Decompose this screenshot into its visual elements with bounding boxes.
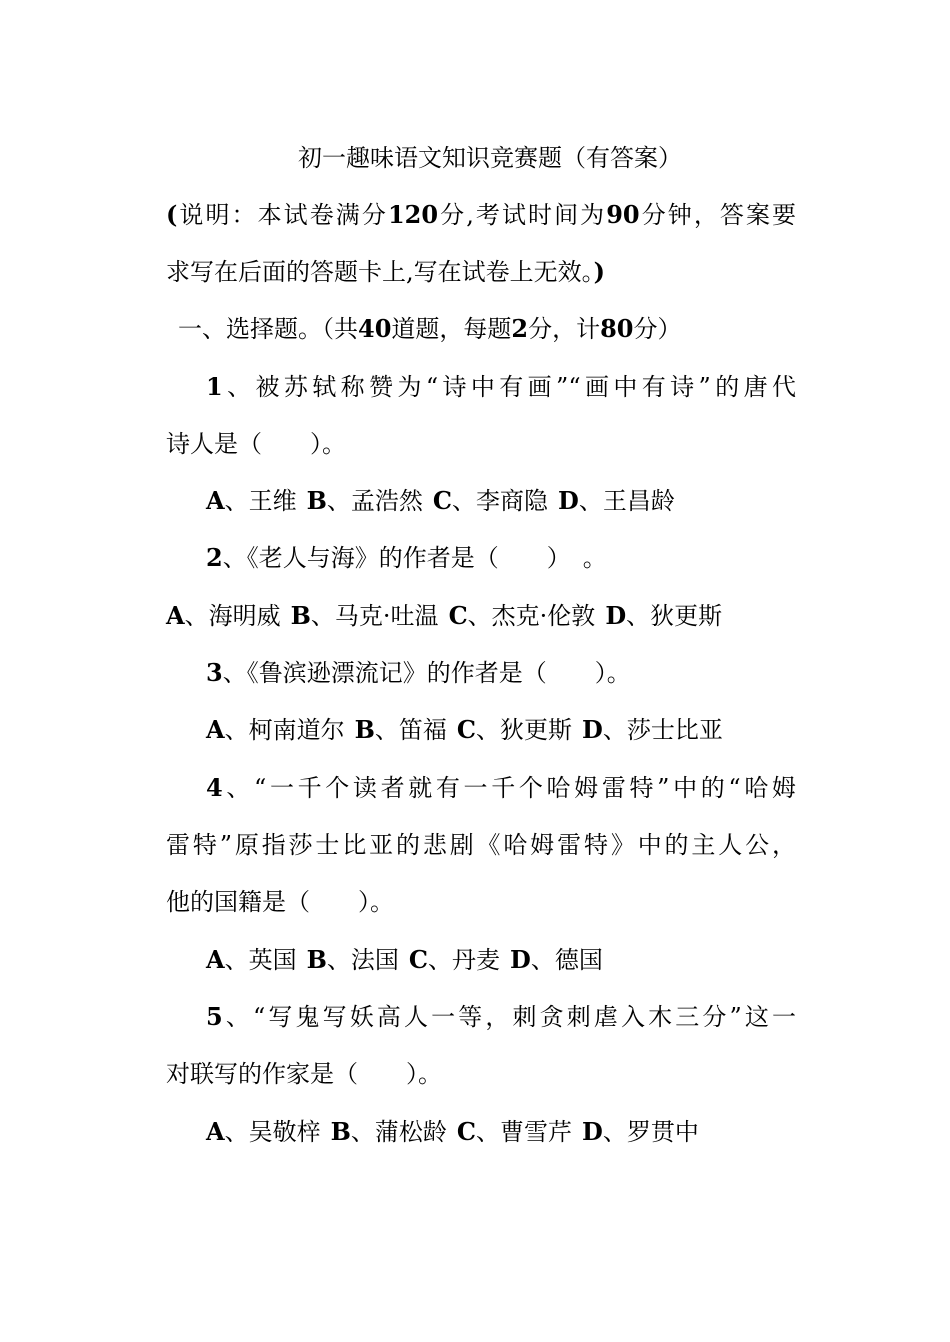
question-2-options: A、海明威 B、马克·吐温 C、杰克·伦敦 D、狄更斯 [166,601,723,630]
question-1-line-1: 1、被苏轼称赞为“诗中有画”“画中有诗”的唐代 [206,372,796,401]
question-1-options: A、王维 B、孟浩然 C、李商隐 D、王昌龄 [206,486,675,515]
instructions-line-1: (说明：本试卷满分120分,考试时间为90分钟，答案要 [166,200,797,229]
question-3-options: A、柯南道尔 B、笛福 C、狄更斯 D、莎士比亚 [206,715,723,744]
question-4-line-1: 4、“一千个读者就有一千个哈姆雷特”中的“哈姆 [206,773,796,802]
question-2-line-1: 2、《老人与海》的作者是（ ） 。 [206,543,607,572]
question-4-line-3: 他的国籍是（ ）。 [166,888,394,916]
section-heading: 一、选择题。（共40道题，每题2分，计80分） [178,314,682,343]
question-5-line-1: 5、“写鬼写妖高人一等，刺贪刺虐入木三分”这一 [206,1002,796,1031]
question-5-line-2: 对联写的作家是（ ）。 [166,1060,442,1088]
page-title: 初一趣味语文知识竞赛题（有答案） [298,144,682,172]
question-4-options: A、英国 B、法国 C、丹麦 D、德国 [206,945,603,974]
instructions-line-2: 求写在后面的答题卡上,写在试卷上无效。) [166,257,605,286]
question-1-line-2: 诗人是（ ）。 [166,430,346,458]
question-3-line-1: 3、《鲁滨逊漂流记》的作者是（ ）。 [206,658,631,687]
question-4-line-2: 雷特”原指莎士比亚的悲剧《哈姆雷特》中的主人公， [166,831,796,859]
question-5-options: A、吴敬梓 B、蒲松龄 C、曹雪芹 D、罗贯中 [206,1117,699,1146]
